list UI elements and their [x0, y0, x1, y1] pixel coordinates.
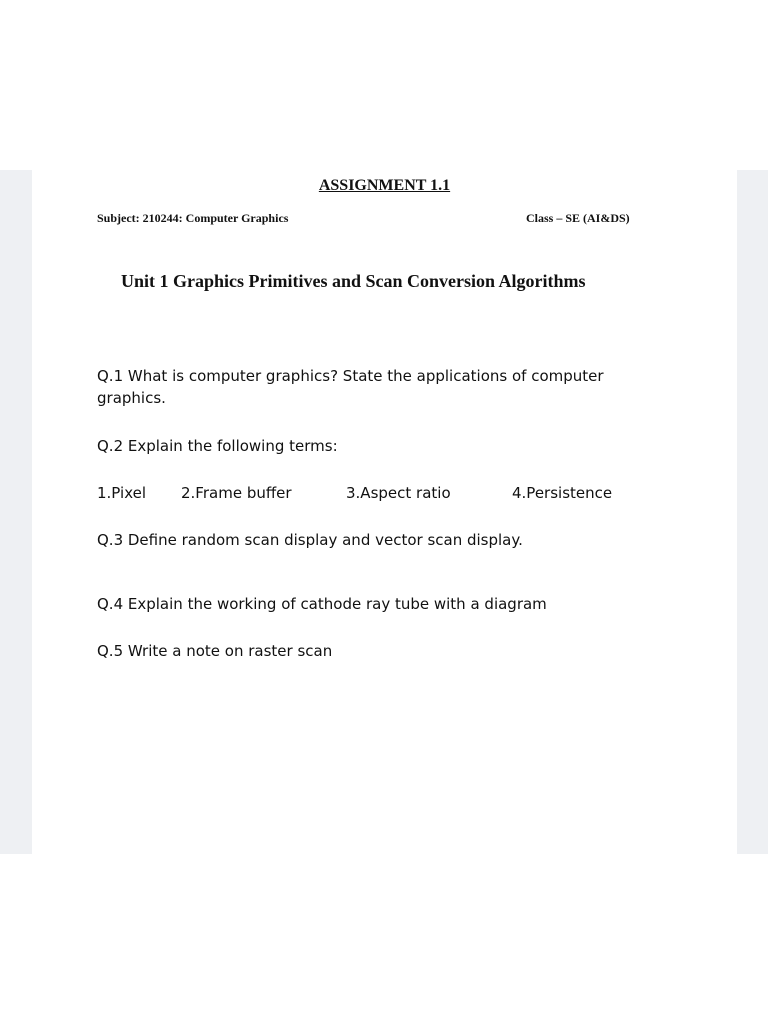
term-pixel: 1.Pixel	[97, 484, 147, 502]
term-persistence: 4.Persistence	[512, 484, 613, 502]
question-2: Q.2 Explain the following terms:	[97, 437, 338, 455]
question-4: Q.4 Explain the working of cathode ray tube with a diagram	[97, 595, 547, 613]
question-1: Q.1 What is computer graphics? State the applications of computer graphics.	[97, 367, 604, 407]
question-3: Q.3 Define random scan display and vector scan display.	[97, 531, 523, 549]
document-page	[32, 170, 737, 854]
term-frame-buffer: 2.Frame buffer	[181, 484, 292, 502]
question-5: Q.5 Write a note on raster scan	[97, 642, 333, 660]
class-label: Class – SE (AI&DS)	[526, 211, 630, 225]
subject-label: Subject: 210244: Computer Graphics	[97, 211, 289, 225]
unit-heading: Unit 1 Graphics Primitives and Scan Conversion Algorithms	[121, 271, 586, 291]
term-aspect-ratio: 3.Aspect ratio	[346, 484, 451, 502]
assignment-title: ASSIGNMENT 1.1	[318, 177, 451, 194]
